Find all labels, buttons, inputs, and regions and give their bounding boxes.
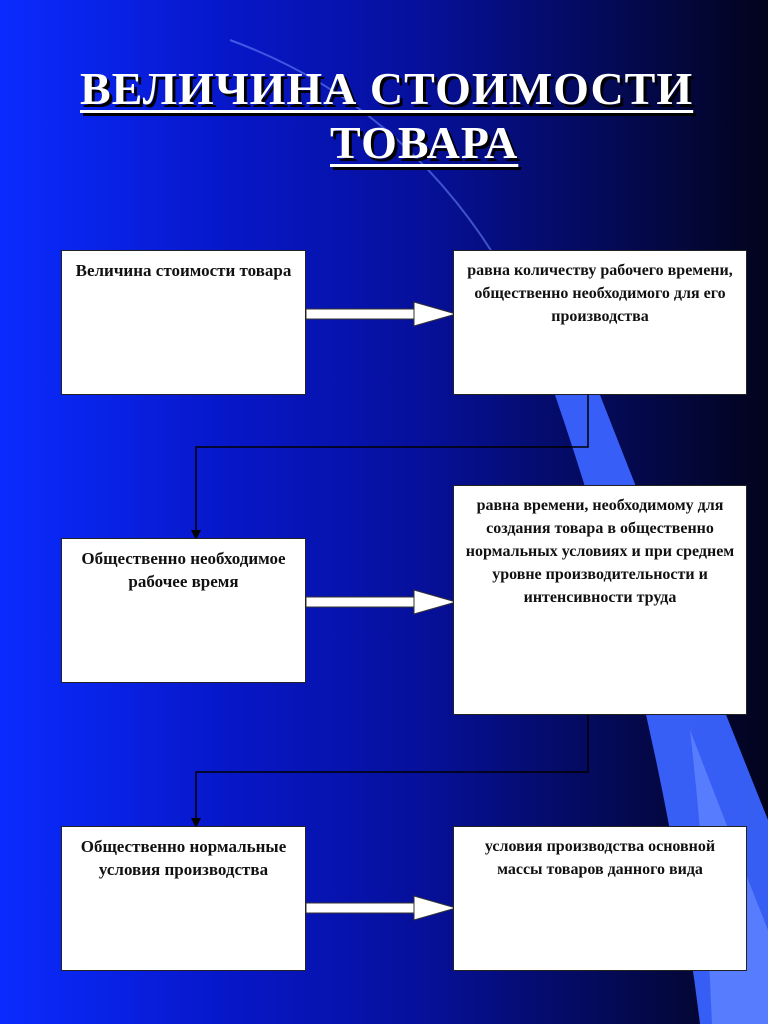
box-labor-time bbox=[61, 538, 306, 683]
arrow-row-1 bbox=[306, 302, 456, 326]
box-normal-conditions bbox=[61, 826, 306, 971]
arrow-row-3 bbox=[306, 896, 456, 920]
arrow-row-2 bbox=[306, 590, 456, 614]
box-text: Общественно необходимое рабочее время bbox=[81, 549, 286, 591]
box-text: Общественно нормальные условия производства bbox=[80, 837, 287, 879]
box-cost-definition bbox=[453, 250, 747, 395]
box-normal-conditions-definition bbox=[453, 826, 747, 971]
page-title-line-1: ВЕЛИЧИНА СТОИМОСТИ bbox=[80, 63, 694, 114]
box-labor-time-definition bbox=[453, 485, 747, 715]
box-cost-value bbox=[61, 250, 306, 395]
connector-2 bbox=[196, 714, 588, 820]
box-text: условия производства основной массы товаров данного вида bbox=[484, 838, 716, 878]
page-title-line-2: ТОВАРА bbox=[330, 117, 519, 168]
box-text: равна времени, необходимому для создания товара в общественно нормальных условиях и при среднем уровне производительности и интенсивности труда bbox=[465, 497, 735, 606]
box-text: равна количеству рабочего времени, общественно необходимого для его производства bbox=[467, 262, 733, 325]
box-text: Величина стоимости товара bbox=[75, 261, 292, 280]
